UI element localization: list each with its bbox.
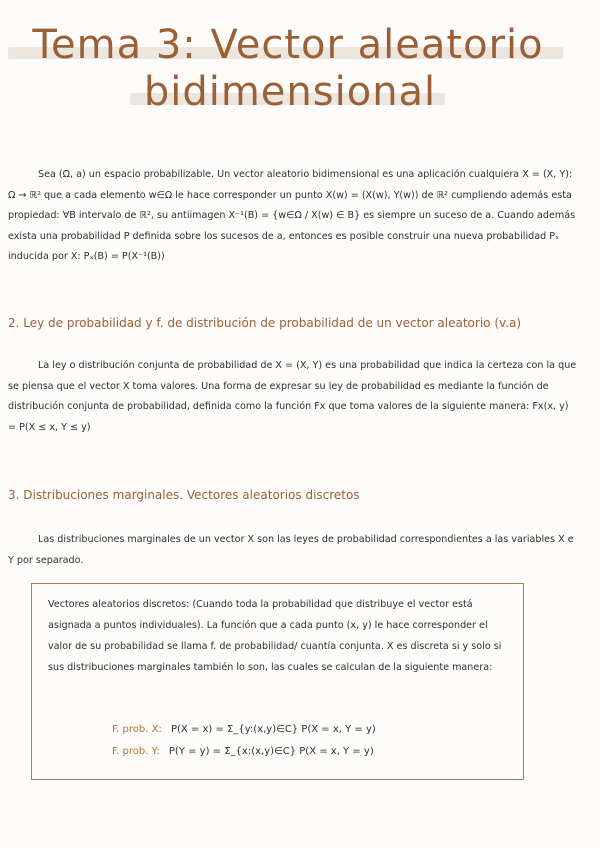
section2-paragraph xyxy=(8,356,578,438)
section3-text: Las distribuciones marginales de un vector X son las leyes de probabilidad correspondientes a las variables X e Y por separado. xyxy=(8,534,574,566)
intro-paragraph xyxy=(8,165,578,268)
title-block xyxy=(0,0,600,120)
intro-text: Sea (Ω, a) un espacio probabilizable. Un vector aleatorio bidimensional es una aplicación cualquiera X = (X, Y): Ω → ℝ² que a cada elemento w∈Ω le hace corresponder un punto X(w) = (X(w), Y(w)) de ℝ² cumpliendo además esta propiedad: ∀B intervalo de ℝ², su antiimagen X⁻¹(B) = {w∈Ω / X(w) ∈ B} es siempre un suceso de a. Cuando además exista una probabilidad P definida sobre los sucesos de a, entonces es posible construir una nueva probabilidad Pₓ inducida por X: Pₓ(B) = P(X⁻¹(B)) xyxy=(8,169,576,262)
discrete-vectors-box xyxy=(31,583,524,780)
formula-y-expression: P(Y = y) = Σ_{x:(x,y)∈C} P(X = x, Y = y) xyxy=(168,746,374,757)
formula-x xyxy=(112,724,376,735)
formula-y xyxy=(112,746,374,757)
section2-text: La ley o distribución conjunta de probabilidad de X = (X, Y) es una probabilidad que indica la certeza con la que se piensa que el vector X toma valores. Una forma de expresar su ley de probabilidad es mediante la función de distribución conjunta de probabilidad, definida como la función Fx que toma valores de la siguiente manera: Fx(x, y) = P(X ≤ x, Y ≤ y) xyxy=(8,360,577,433)
section3-heading: 3. Distribuciones marginales. Vectores aleatorios discretos xyxy=(8,488,360,502)
section3-paragraph xyxy=(8,530,578,571)
formula-y-label: F. prob. Y: xyxy=(112,746,160,757)
box-text: Vectores aleatorios discretos: (Cuando toda la probabilidad que distribuye el vector está asignada a puntos individuales). La función que a cada punto (x, y) le hace corresponder el valor de su probabilidad se llama f. de probabilidad/ cuantía conjunta. X es discreta si y solo si sus distribuciones marginales también lo son, las cuales se calculan de la siguiente manera: xyxy=(48,599,502,673)
page-title-line2: bidimensional xyxy=(143,69,437,115)
formula-x-label: F. prob. X: xyxy=(112,724,162,735)
page-title-line1: Tema 3: Vector aleatorio xyxy=(32,22,544,68)
section2-heading: 2. Ley de probabilidad y f. de distribución de probabilidad de un vector aleatorio (v.a) xyxy=(8,316,522,330)
formula-x-expression: P(X = x) = Σ_{y:(x,y)∈C} P(X = x, Y = y) xyxy=(170,724,376,735)
